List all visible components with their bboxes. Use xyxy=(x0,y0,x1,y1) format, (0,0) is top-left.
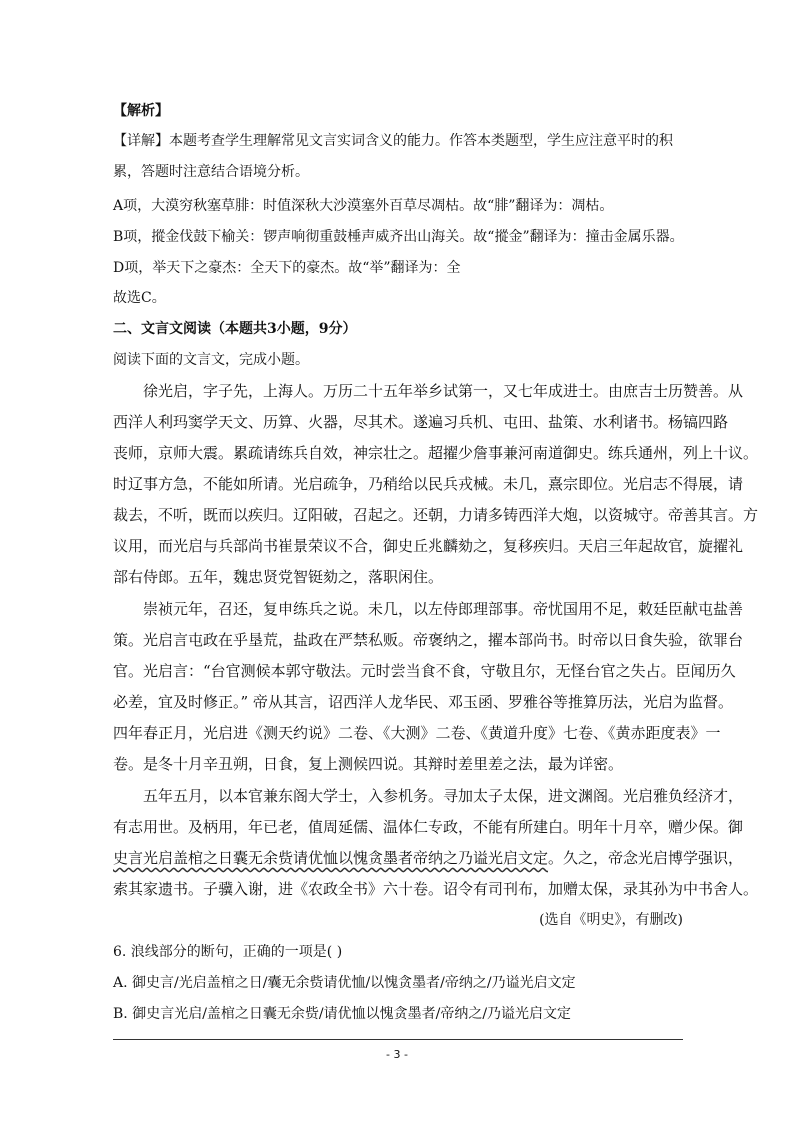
passage-source: (选自《明史》，有删改) xyxy=(539,912,683,928)
passage-line: 四年春正月，光启进《测天约说》二卷、《大测》二卷、《黄道升度》七卷、《黄赤距度表》一 xyxy=(113,724,721,742)
passage-line: 有志用世。及柄用，年已老，值周延儒、温体仁专政，不能有所建白。明年十月卒，赠少保。御 xyxy=(113,818,744,836)
passage-line: 五年五月，以本官兼东阁大学士，入参机务。寻加太子太保，进文渊阁。光启雅负经济才， xyxy=(143,787,744,805)
passage-line: 西洋人利玛窦学天文、历算、火器，尽其术。遂遍习兵机、屯田、盐策、水利诸书。杨镐四路 xyxy=(113,413,729,431)
passage-line: 崇祯元年，召还，复申练兵之说。未几，以左侍郎理部事。帝忧国用不足，敕廷臣献屯盐善 xyxy=(143,600,744,618)
analysis-item-b: B项，摐金伐鼓下榆关：锣声响彻重鼓棰声威齐出山海关。故“摐金”翻译为：撞击金属乐器。 xyxy=(113,229,684,245)
passage-line-with-wavy xyxy=(113,848,743,868)
question-stem: 6. 浪线部分的断句，正确的一项是( ) xyxy=(113,944,343,960)
passage-line: 议用，而光启与兵部尚书崔景荣议不合，御史丘兆麟劾之，复移疾归。天启三年起故官，旋擢礼 xyxy=(113,537,744,555)
question-option-b: B. 御史言光启/盖棺之日囊无余赀/请优恤以愧贪墨者/帝纳之/乃谥光启文定 xyxy=(113,1006,572,1022)
passage-line: 部右侍郎。五年，魏忠贤党智铤劾之，落职闲住。 xyxy=(113,568,444,586)
analysis-header: 【解析】 xyxy=(113,103,169,119)
analysis-detail-line-2: 累，答题时注意结合语境分析。 xyxy=(113,164,309,180)
passage-line: 裁去，不听，既而以疾归。辽阳破，召起之。还朝，力请多铸西洋大炮，以资城守。帝善其言。方 xyxy=(113,506,759,524)
wavy-underlined-text: 史言光启盖棺之日囊无余赀请优恤以愧贪墨者帝纳之乃谥光启文定 xyxy=(113,849,549,867)
passage-line-rest: 。久之，帝念光启博学强识， xyxy=(548,849,744,867)
passage-line: 索其家遗书。子骥入谢，进《农政全书》六十卷。诏令有司刊布，加赠太保，录其孙为中书舍人。 xyxy=(113,880,759,898)
question-option-a: A. 御史言/光启盖棺之日/囊无余赀请优恤/以愧贪墨者/帝纳之/乃谥光启文定 xyxy=(113,975,576,991)
analysis-detail-line-1: 【详解】本题考查学生理解常见文言实词含义的能力。作答本类题型，学生应注意平时的积 xyxy=(113,133,673,149)
passage-line: 时辽事方急，不能如所请。光启疏争，乃稍给以民兵戎械。未几，熹宗即位。光启志不得展，请 xyxy=(113,475,744,493)
passage-line: 徐光启，字子先，上海人。万历二十五年举乡试第一，又七年成进士。由庶吉士历赞善。从 xyxy=(143,382,744,400)
passage-line: 策。光启言屯政在乎垦荒，盐政在严禁私贩。帝褒纳之，擢本部尚书。时帝以日食失验，欲罪台 xyxy=(113,631,744,649)
analysis-item-a: A项，大漠穷秋塞草腓：时值深秋大沙漠塞外百草尽凋枯。故“腓”翻译为：凋枯。 xyxy=(113,198,614,214)
passage-line: 官。光启言：“台官测候本郭守敬法。元时尝当食不食，守敬且尔，无怪台官之失占。臣闻历久 xyxy=(113,662,736,680)
analysis-answer: 故选C。 xyxy=(113,290,166,306)
footer-divider xyxy=(113,1039,683,1040)
passage-line: 卷。是冬十月辛丑朔，日食，复上测候四说。其辩时差里差之法，最为详密。 xyxy=(113,755,624,773)
passage-line: 必差，宜及时修正。” 帝从其言，诏西洋人龙华民、邓玉函、罗雅谷等推算历法，光启为监督。 xyxy=(113,693,733,711)
page-number: - 3 - xyxy=(386,1048,408,1061)
passage-line: 丧师，京师大震。累疏请练兵自效，神宗壮之。超擢少詹事兼河南道御史。练兵通州，列上十议。 xyxy=(113,444,759,462)
section-instruction: 阅读下面的文言文，完成小题。 xyxy=(113,352,309,368)
analysis-item-d: D项，举天下之豪杰：全天下的豪杰。故“举”翻译为：全 xyxy=(113,260,461,276)
section-title: 二、文言文阅读（本题共3小题，9分） xyxy=(113,321,357,337)
